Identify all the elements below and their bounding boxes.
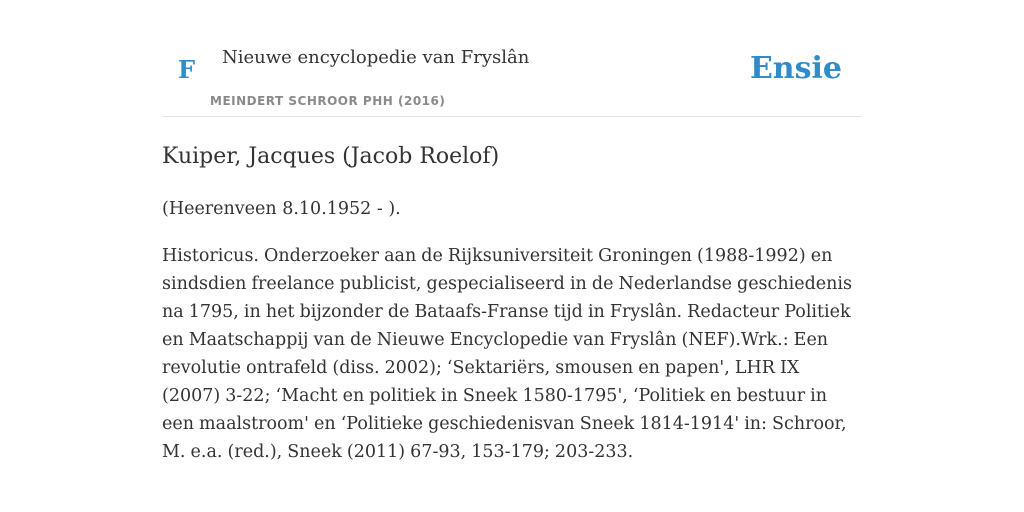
entry-dates: (Heerenveen 8.10.1952 - ). [162,199,401,219]
entry-body: Historicus. Onderzoeker aan de Rijksuniversiteit Groningen (1988-1992) en sindsdien freelance publicist, gespecialiseerd in de Nederlandse geschiedenis na 1795, in het bijzonder de Bataafs-Franse tijd in Fryslân. Redacteur Politiek en Maatschappij van de Nieuwe Encyclopedie van Fryslân (NEF).Wrk.: Een revolutie ontrafeld (diss. 2002); ‘Sektariërs, smousen en papen', LHR IX (2007) 3-22; ‘Macht en politiek in Sneek 1580-1795', ‘Politiek en bestuur in een maalstroom' en ‘Politieke geschiedenisvan Sneek 1814-1914' in: Schroor, M. e.a. (red.), Sneek (2011) 67-93, 153-179; 203-233. [162,246,852,462]
page [162,0,862,466]
header [162,0,862,117]
work-logo-icon[interactable]: F [178,55,196,84]
work-title-link[interactable]: Nieuwe encyclopedie van Fryslân [222,47,530,68]
work-author: MEINDERT SCHROOR PHH (2016) [210,94,446,108]
ensie-logo[interactable]: Ensie [749,51,842,86]
entry-title: Kuiper, Jacques (Jacob Roelof) [162,144,500,169]
